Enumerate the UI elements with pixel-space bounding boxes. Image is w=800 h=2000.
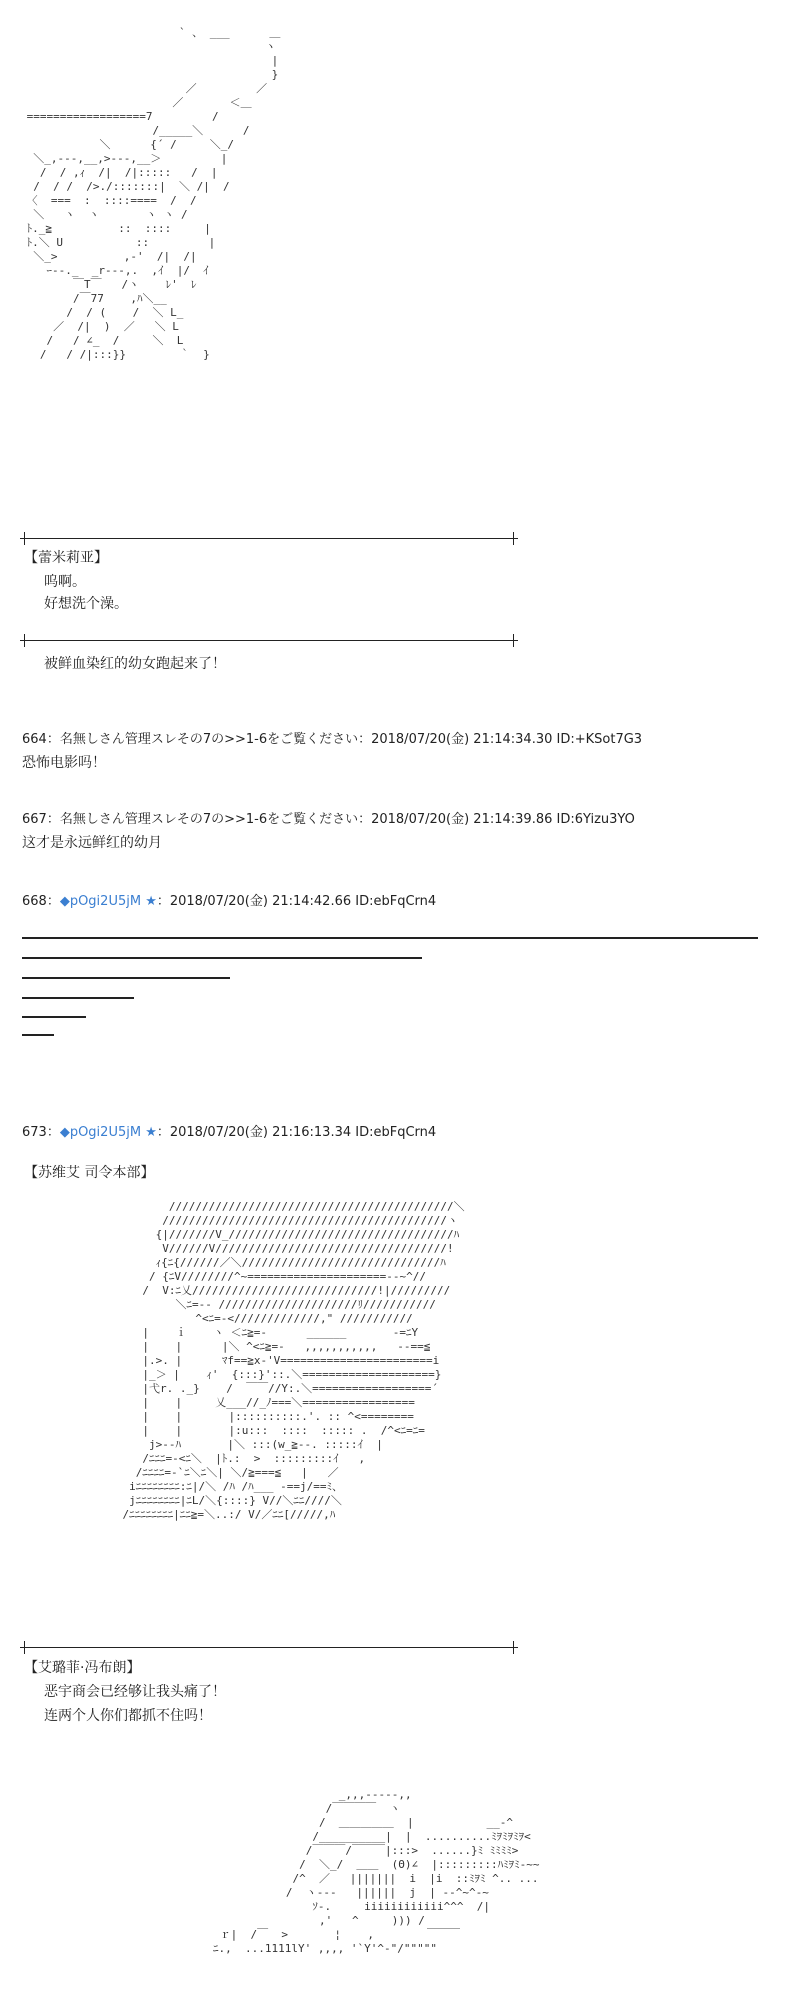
post-meta: ：2018/07/20(金) 21:16:13.34 ID:ebFqCrn4 bbox=[156, 1125, 437, 1140]
stair-line bbox=[22, 1016, 86, 1018]
post-header-673 bbox=[22, 1124, 436, 1142]
ascii-art-remilia: ` 、 ___ ＿ ヽ | } ／ ／ ／ ＜＿ ==================7 / /_____＼ / ＼ {´ / ＼_/ ＼_,---,__,>---,__＞ | / / ,ｨ /| /|::::: / | / / / />./:::::::| ＼ /| / 〈 === : ::::==== / / ＼ ヽ ヽ ヽ ヽ / ﾄ._≧ :: :::: | ﾄ.＼ U :: | ＼_> ,-' /| /| ｰ--._ _r---,. ,ｲ |/ ｲ ￣T￣ /ヽ ﾚ' ﾚ /￣77 ,ﾊ＼__ / / ( / ＼ L_ ／ /| ) ／ ＼ L / / ∠_ / ＼ L / / /|:::}} ｀ } bbox=[26, 26, 281, 361]
separator-tick bbox=[513, 634, 514, 647]
scene-label: 【苏维艾 司令本部】 bbox=[24, 1165, 155, 1181]
separator-tick bbox=[513, 532, 514, 545]
ascii-art-commander: ///////////////////////////////////////////＼ ///////////////////////////////////////////ヽ {|///////V_//////////////////////////////////ﾊ V//////V///////////////////////////////////! ｨ{ﾆ{//////／＼//////////////////////////////ﾊ / {ﾆV////////^~=====================--~^// / V:ﾆ乂////////////////////////////!|///////// ＼ﾆ=-- /////////////////////ﾘ/////////// ^<ﾆ=-</////////////," /////////// | ｉ ヽ ＜ﾆ≧=- ______ -=ﾆY | | |＼ ^<ﾆ≧=- ,,,,,,,,,,, --==≦ |.>. | ﾏf==≧x-'V=======================i |_＞ | ｨ' {:::}'::.＼====================} |弋r. ._} / ￣￣//Y:.＼==================´ | | 乂___//_ﾉ===＼================= | | |::::::::::.'. :: ^<======== | | |:u::: :::: ::::: . /^<ﾆ=ﾆ= j>--ﾊ |＼ :::(w_≧--. :::::ｲ | /ﾆﾆﾆ=-<ﾆ＼ |ﾄ.: > :::::::::ｲ , /ﾆﾆﾆﾆ=-`ﾆ＼ﾆ＼| ＼/≧===≦ | ／ iﾆﾆﾆﾆﾆﾆﾆﾆ:ﾆ|/＼ /ﾊ /ﾊ___ -==j/==ﾐ、 jﾆﾆﾆﾆﾆﾆﾆﾆ|ﾆL/＼{::::} V//＼ﾆﾆ////＼ /ﾆﾆﾆﾆﾆﾆﾆﾆ|ﾆﾆ≧=＼..:/ V/／ﾆﾆ[/////,ﾊ bbox=[122, 1200, 465, 1521]
separator-rule bbox=[20, 640, 518, 641]
ascii-art-soldier: _,,,-----,, /￣￣￣￣ ヽ / ＿＿＿＿＿ | __-^ /__________| | ..........ﾐｦﾐｦﾐｦ< /￣￣￣/￣￣￣|:::> ......}ﾐ ﾐﾐﾐﾐ> / ＼_/ ＿＿ (Θ)∠ |:::::::::ﾊﾐｦﾐ-~~ /^ ／ ||||||| i |i ::ﾐｦﾐ ^.. ... / ヽ--- |||||| j | ‐-^~^-~ ｿ-. iiiiiiiiiiii^^^ /| ,' ^ ))) / ｒ| /￣ > ¦ , ￣￣￣ ﾆ., ...1111lY' ,,,, '`Y'^-"/""""" bbox=[212, 1788, 540, 1955]
separator-tick bbox=[24, 1641, 25, 1654]
separator-tick bbox=[513, 1641, 514, 1654]
stair-line bbox=[22, 957, 422, 959]
post-number: 673： bbox=[22, 1125, 60, 1140]
post-trip-link[interactable]: ◆pOgi2U5jM bbox=[59, 1125, 142, 1140]
separator-tick bbox=[24, 532, 25, 545]
post-body-667: 这才是永远鲜红的幼月 bbox=[22, 835, 162, 851]
post-header-664: 664：名無しさん管理スレその7の>>1-6をご覧ください：2018/07/20(金) 21:14:34.30 ID:+KSot7G3 bbox=[22, 732, 643, 747]
dialogue-line: 呜啊。 bbox=[44, 574, 86, 590]
post-meta: ：2018/07/20(金) 21:14:42.66 ID:ebFqCrn4 bbox=[156, 894, 437, 909]
narration-line: 被鲜血染红的幼女跑起来了！ bbox=[44, 656, 226, 672]
post-header-668 bbox=[22, 893, 436, 911]
speaker-label: 【艾璐菲·冯布朗】 bbox=[24, 1660, 141, 1676]
dialogue-line: 连两个人你们都抓不住吗！ bbox=[44, 1708, 212, 1724]
stair-line bbox=[22, 937, 758, 939]
post-number: 668： bbox=[22, 894, 60, 909]
stair-line bbox=[22, 977, 230, 979]
stair-line bbox=[22, 1034, 54, 1036]
separator-rule bbox=[20, 1647, 518, 1648]
separator-tick bbox=[24, 634, 25, 647]
post-body-664: 恐怖电影吗！ bbox=[22, 755, 106, 771]
speaker-label: 【蕾米莉亚】 bbox=[24, 550, 108, 566]
star-icon: ★ bbox=[145, 894, 157, 909]
stair-line bbox=[22, 997, 134, 999]
star-icon: ★ bbox=[145, 1125, 157, 1140]
dialogue-line: 恶宇商会已经够让我头痛了！ bbox=[44, 1684, 226, 1700]
dialogue-line: 好想洗个澡。 bbox=[44, 596, 128, 612]
post-trip-link[interactable]: ◆pOgi2U5jM bbox=[59, 894, 142, 909]
separator-rule bbox=[20, 538, 518, 539]
post-header-667: 667：名無しさん管理スレその7の>>1-6をご覧ください：2018/07/20(金) 21:14:39.86 ID:6Yizu3YO bbox=[22, 812, 635, 827]
